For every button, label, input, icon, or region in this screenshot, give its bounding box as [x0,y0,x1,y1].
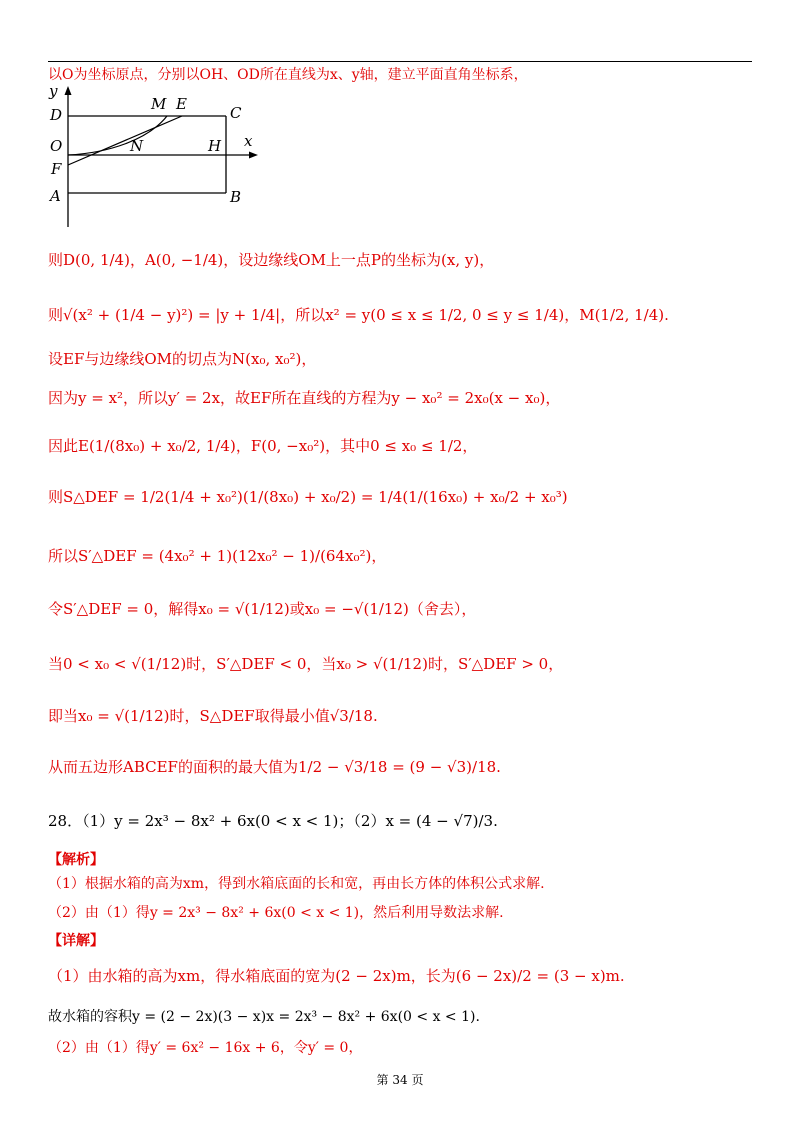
answer-28: 28．（1）y = 2x³ − 8x² + 6x(0 < x < 1)；（2）x = (4 − √7)/3. [48,812,498,830]
label-A: A [50,187,61,205]
text-line-points-da: 则D(0, 1/4)，A(0, −1/4)，设边缘线OM上一点P的坐标为(x, y)， [48,251,495,269]
label-F: F [51,160,62,178]
page-number: 第 34 页 [376,1073,424,1087]
text-line-parabola: 则√(x² + (1/4 − y)²) = |y + 1/4|，所以x² = y(0 ≤ x ≤ 1/2, 0 ≤ y ≤ 1/4)，M(1/2, 1/4). [48,306,669,324]
header-rule [48,61,752,62]
label-H: H [208,137,222,155]
label-y: y [49,82,58,100]
text-analysis-2: （2）由（1）得y = 2x³ − 8x² + 6x(0 < x < 1)，然后利用导数法求解. [48,905,504,921]
label-x: x [244,132,253,150]
text-line-tangent-point: 设EF与边缘线OM的切点为N(x₀, x₀²)， [48,350,317,368]
text-line-monotonicity: 当0 < x₀ < √(1/12)时，S′△DEF < 0，当x₀ > √(1/12)时，S′△DEF > 0， [48,655,564,673]
text-line-tangent-equation: 因为y = x²，所以y′ = 2x，故EF所在直线的方程为y − x₀² = 2x₀(x − x₀)， [48,389,561,407]
label-C: C [230,104,242,122]
text-line-points-ef: 因此E(1/(8x₀) + x₀/2, 1/4)，F(0, −x₀²)，其中0 ≤ x₀ ≤ 1/2， [48,437,478,455]
label-D: D [50,106,63,124]
text-detail-1: （1）由水箱的高为xm，得水箱底面的宽为(2 − 2x)m，长为(6 − 2x)/2 = (3 − x)m. [48,967,625,985]
section-detail-heading: 【详解】 [48,933,104,949]
coordinate-figure [0,80,800,320]
section-analysis-heading: 【解析】 [48,852,104,868]
label-M: M [151,95,167,113]
text-detail-volume: 故水箱的容积y = (2 − 2x)(3 − x)x = 2x³ − 8x² + 6x(0 < x < 1). [48,1009,480,1025]
text-line-maximum: 从而五边形ABCEF的面积的最大值为1/2 − √3/18 = (9 − √3)/18. [48,758,501,776]
label-N: N [130,137,144,155]
text-line-critical-point: 令S′△DEF = 0，解得x₀ = √(1/12)或x₀ = −√(1/12)（舍去）， [48,600,477,618]
text-line-area: 则S△DEF = 1/2(1/4 + x₀²)(1/(8x₀) + x₀/2) = 1/4(1/(16x₀) + x₀/2 + x₀³) [48,488,568,506]
text-line-setup: 以O为坐标原点，分别以OH、OD所在直线为x、y轴，建立平面直角坐标系， [48,67,528,83]
label-O: O [50,137,63,155]
text-line-minimum: 即当x₀ = √(1/12)时，S△DEF取得最小值√3/18. [48,707,378,725]
label-E: E [176,95,187,113]
text-line-derivative: 所以S′△DEF = (4x₀² + 1)(12x₀² − 1)/(64x₀²)， [48,547,387,565]
text-detail-2: （2）由（1）得y′ = 6x² − 16x + 6，令y′ = 0， [48,1040,363,1056]
label-B: B [230,188,242,206]
text-analysis-1: （1）根据水箱的高为xm，得到水箱底面的长和宽，再由长方体的体积公式求解. [48,876,545,892]
